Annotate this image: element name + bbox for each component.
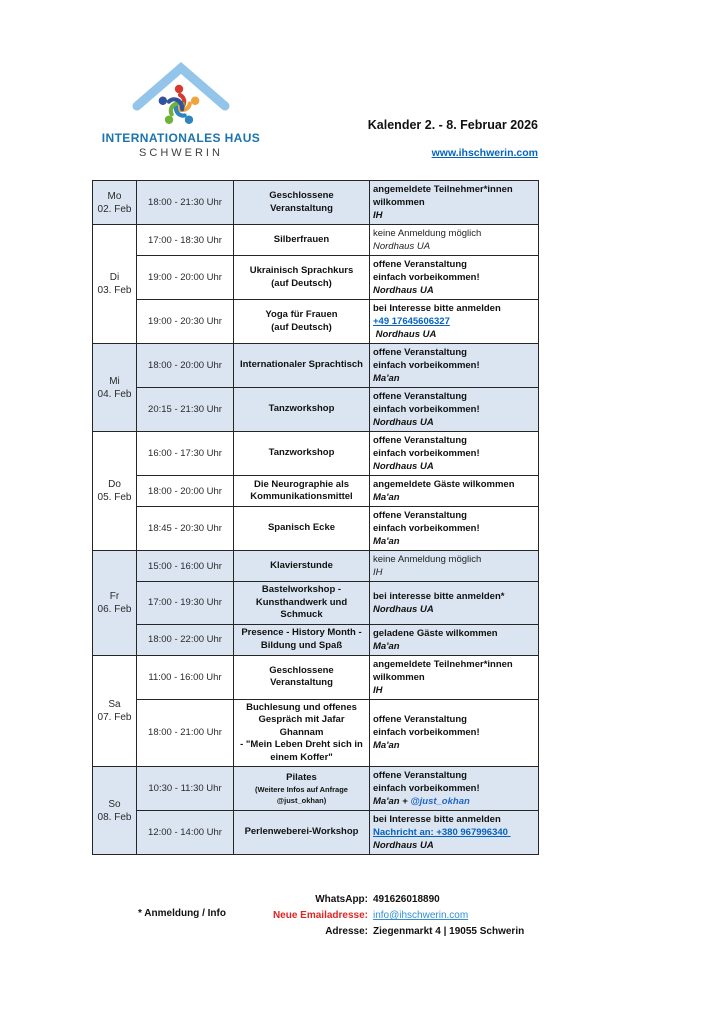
title-block: [368, 118, 538, 161]
event-title-cell: [234, 476, 370, 507]
time-cell: 16:00 - 17:30 Uhr: [137, 432, 234, 476]
info-line: [373, 553, 535, 566]
time-cell: 18:45 - 20:30 Uhr: [137, 507, 234, 551]
event-subtitle-line: (Weitere Infos auf Anfrage: [255, 785, 348, 795]
info-cell: [370, 507, 539, 551]
info-line: [373, 603, 535, 616]
info-line: [373, 684, 535, 697]
event-row: [93, 432, 539, 476]
info-text: Ma'an: [373, 536, 400, 547]
event-row: [93, 256, 539, 300]
event-title-line: Tanzworkshop: [268, 403, 335, 415]
info-text: einfach vorbeikommen!: [373, 448, 480, 459]
logo: [96, 60, 266, 159]
phone-link[interactable]: +49 17645606327: [373, 316, 450, 327]
info-line: [373, 209, 535, 222]
time-cell: 18:00 - 21:00 Uhr: [137, 699, 234, 767]
info-line: [373, 359, 535, 372]
time-cell: 19:00 - 20:00 Uhr: [137, 256, 234, 300]
info-line: [373, 640, 535, 653]
info-text: angemeldete Teilnehmer*innen wilkommen: [373, 658, 516, 683]
info-line: [373, 491, 535, 504]
day-abbrev: Di: [109, 272, 120, 283]
whatsapp-label: WhatsApp:: [315, 894, 368, 905]
time-cell: 17:00 - 19:30 Uhr: [137, 582, 234, 625]
address-value: Ziegenmarkt 4 | 19055 Schwerin: [373, 926, 525, 937]
info-text: offene Veranstaltung: [373, 347, 467, 358]
info-line: [373, 284, 535, 297]
event-title-line: Spanisch Ecke: [267, 522, 336, 534]
info-line: [373, 460, 535, 473]
page-title: Kalender 2. - 8. Februar 2026: [367, 118, 538, 132]
info-cell: [370, 476, 539, 507]
day-date: 07. Feb: [97, 711, 132, 723]
event-title-cell: [234, 432, 370, 476]
event-row: [93, 225, 539, 256]
info-line: [373, 227, 535, 240]
day-abbrev: Mi: [109, 375, 120, 387]
info-text: keine Anmeldung möglich: [373, 554, 482, 565]
info-cell: [370, 225, 539, 256]
time-cell: 18:00 - 20:00 Uhr: [137, 344, 234, 388]
time-cell: 18:00 - 20:00 Uhr: [137, 476, 234, 507]
event-title-cell: [234, 181, 370, 225]
event-title-line: Kunsthandwerk und: [255, 596, 348, 608]
info-text: offene Veranstaltung: [373, 391, 467, 402]
info-line: [373, 434, 535, 447]
event-title-cell: [234, 699, 370, 767]
info-line: [373, 240, 535, 253]
event-title-line: Internationaler Sprachtisch: [239, 359, 363, 371]
event-title-line: Pilates: [286, 771, 317, 783]
event-title-line: Kommunikationsmittel: [250, 491, 353, 502]
info-line: [373, 535, 535, 548]
registration-info-note: * Anmeldung / Info: [138, 908, 226, 919]
info-text: offene Veranstaltung: [373, 770, 467, 781]
calendar-table: [92, 180, 539, 855]
info-text: offene Veranstaltung: [373, 435, 467, 446]
event-title-line: Schmuck: [280, 609, 323, 620]
org-city: SCHWERIN: [139, 147, 223, 159]
time-cell: 17:00 - 18:30 Uhr: [137, 225, 234, 256]
event-title-cell: [234, 300, 370, 344]
event-title-line: Klavierstunde: [270, 559, 333, 571]
info-cell: [370, 811, 539, 855]
day-date: 06. Feb: [97, 603, 132, 615]
info-line: [373, 183, 535, 209]
info-line: [373, 813, 535, 826]
info-line: [373, 839, 535, 852]
info-line: [373, 328, 535, 341]
info-cell: [370, 551, 539, 582]
info-line: [373, 271, 535, 284]
info-cell: [370, 699, 539, 767]
info-line: [373, 390, 535, 403]
day-abbrev: So: [108, 798, 121, 810]
info-text: keine Anmeldung möglich: [373, 228, 482, 239]
info-line: [373, 302, 535, 315]
info-text: angemeldete Teilnehmer*innen wilkommen: [373, 184, 516, 208]
event-title-line: Buchlesung und offenes: [246, 701, 357, 713]
event-title-line: - "Mein Leben Dreht sich in: [240, 739, 363, 750]
info-cell: [370, 767, 539, 811]
event-title-cell: [234, 344, 370, 388]
info-cell: [370, 388, 539, 432]
event-title-cell: [234, 624, 370, 655]
event-row: [93, 181, 539, 225]
event-row: [93, 476, 539, 507]
event-title-line: Geschlossene Veranstaltung: [269, 190, 334, 214]
info-line: [373, 522, 535, 535]
info-cell: [370, 256, 539, 300]
info-line: [373, 782, 535, 795]
time-cell: 18:00 - 21:30 Uhr: [137, 181, 234, 225]
event-row: [93, 699, 539, 767]
info-cell: [370, 624, 539, 655]
day-date: 05. Feb: [97, 492, 132, 503]
event-title-cell: [234, 551, 370, 582]
info-line: [373, 447, 535, 460]
time-cell: 19:00 - 20:30 Uhr: [137, 300, 234, 344]
day-cell: [93, 225, 137, 344]
event-title-cell: [234, 767, 370, 811]
event-row: [93, 388, 539, 432]
day-cell: [93, 181, 137, 225]
info-text: Nordhaus UA: [373, 417, 434, 428]
website-link[interactable]: www.ihschwerin.com: [431, 147, 538, 159]
event-title-line: Bastelworkshop -: [261, 584, 342, 595]
event-subtitle-line: @just_okhan): [276, 795, 327, 805]
instagram-handle-link[interactable]: @just_okhan: [410, 796, 470, 807]
whatsapp-number: 491626018890: [373, 894, 440, 905]
info-line: [373, 566, 535, 579]
time-cell: 10:30 - 11:30 Uhr: [137, 767, 234, 811]
info-line: [373, 658, 535, 684]
org-name: INTERNATIONALES HAUS: [101, 131, 261, 145]
figure-circle: [158, 85, 201, 126]
day-abbrev: Sa: [108, 698, 121, 710]
info-line: [373, 372, 535, 385]
info-text: Nordhaus UA: [373, 285, 434, 296]
info-line: [373, 713, 535, 726]
day-date: 08. Feb: [97, 811, 132, 823]
info-text: Ma'an: [373, 740, 400, 752]
info-cell: [370, 432, 539, 476]
info-text: angemeldete Gäste wilkommen: [373, 479, 515, 490]
day-abbrev: Do: [108, 479, 121, 490]
event-title-line: Tanzworkshop: [268, 447, 335, 459]
day-abbrev: Fr: [109, 590, 120, 602]
event-row: [93, 624, 539, 655]
day-abbrev: Mo: [107, 190, 122, 202]
day-date: 03. Feb: [97, 285, 132, 296]
info-line: [373, 258, 535, 271]
event-title-line: Presence - History Month -: [241, 627, 362, 638]
info-line: [373, 478, 535, 491]
event-title-line: Perlenweberei-Workshop: [244, 826, 359, 838]
time-cell: 12:00 - 14:00 Uhr: [137, 811, 234, 855]
event-row: [93, 655, 539, 699]
info-line: [373, 726, 535, 739]
event-row: [93, 582, 539, 625]
day-cell: [93, 655, 137, 767]
event-row: [93, 551, 539, 582]
info-line: [373, 590, 535, 603]
info-line: [373, 795, 535, 808]
time-cell: 15:00 - 16:00 Uhr: [137, 551, 234, 582]
info-line: [373, 769, 535, 782]
time-cell: 20:15 - 21:30 Uhr: [137, 388, 234, 432]
event-title-line: Geschlossene Veranstaltung: [269, 664, 334, 688]
info-line: [373, 403, 535, 416]
email-link[interactable]: info@ihschwerin.com: [373, 910, 469, 921]
info-line: [373, 315, 535, 328]
info-text: Nordhaus UA: [373, 329, 437, 340]
info-line: [373, 509, 535, 522]
info-text: bei interesse bitte anmelden*: [373, 590, 505, 602]
info-line: [373, 826, 535, 839]
info-line: [373, 346, 535, 359]
day-cell: [93, 344, 137, 432]
info-cell: [370, 344, 539, 388]
event-title-cell: [234, 388, 370, 432]
contact-block: [248, 893, 524, 938]
info-line: [373, 416, 535, 429]
info-text: einfach vorbeikommen!: [373, 523, 480, 534]
info-text: Nordhaus UA: [373, 840, 434, 851]
info-text: Ma'an: [373, 492, 400, 503]
house-with-figures-logo-icon: [129, 60, 233, 130]
info-cell: [370, 582, 539, 625]
info-text: IH: [373, 567, 383, 578]
info-text: Nordhaus UA: [373, 461, 434, 472]
event-title-cell: [234, 655, 370, 699]
day-cell: [93, 551, 137, 656]
event-row: [93, 507, 539, 551]
info-cell: [370, 655, 539, 699]
info-text: bei Interesse bitte anmelden: [373, 303, 501, 314]
info-text: offene Veranstaltung: [373, 714, 467, 726]
event-row: [93, 811, 539, 855]
event-title-line: Bildung und Spaß: [260, 639, 343, 651]
info-cell: [370, 181, 539, 225]
info-line: [373, 739, 535, 752]
info-text: IH: [373, 210, 383, 221]
event-row: [93, 344, 539, 388]
event-title-line: Ukrainisch Sprachkurs: [249, 265, 354, 276]
address-label: Adresse:: [325, 926, 368, 937]
event-title-line: Silberfrauen: [273, 233, 330, 245]
event-title-line: Gespräch mit Jafar Ghannam: [258, 714, 345, 738]
info-text: geladene Gäste wilkommen: [373, 627, 498, 639]
info-text: einfach vorbeikommen!: [373, 783, 480, 794]
info-cell: [370, 300, 539, 344]
info-text: einfach vorbeikommen!: [373, 727, 480, 739]
info-text: Ma'an +: [373, 796, 411, 807]
event-title-cell: [234, 225, 370, 256]
event-title-line: einem Koffer": [270, 751, 333, 763]
info-text: offene Veranstaltung: [373, 259, 467, 270]
event-title-line: Die Neurographie als: [253, 478, 350, 490]
event-title-cell: [234, 507, 370, 551]
new-email-label: Neue Emailadresse:: [272, 910, 368, 921]
time-cell: 11:00 - 16:00 Uhr: [137, 655, 234, 699]
info-text: Nordhaus UA: [373, 603, 434, 615]
event-row: [93, 767, 539, 811]
day-cell: [93, 767, 137, 855]
event-title-line: Yoga für Frauen: [265, 309, 338, 320]
event-title-cell: [234, 811, 370, 855]
day-date: 04. Feb: [97, 388, 132, 400]
event-title-line: (auf Deutsch): [271, 321, 332, 333]
phone-link[interactable]: Nachricht an: +380 967996340: [373, 827, 511, 838]
info-text: offene Veranstaltung: [373, 510, 467, 521]
info-text: Ma'an: [373, 640, 400, 652]
event-row: [93, 300, 539, 344]
day-date: 02. Feb: [97, 203, 132, 215]
event-title-cell: [234, 582, 370, 625]
time-cell: 18:00 - 22:00 Uhr: [137, 624, 234, 655]
info-text: Nordhaus UA: [373, 241, 431, 252]
info-line: [373, 627, 535, 640]
event-title-cell: [234, 256, 370, 300]
info-text: IH: [373, 684, 383, 696]
event-title-line: (auf Deutsch): [271, 277, 332, 289]
info-text: einfach vorbeikommen!: [373, 272, 480, 283]
info-text: bei Interesse bitte anmelden: [373, 814, 501, 825]
info-text: einfach vorbeikommen!: [373, 404, 480, 415]
day-cell: [93, 432, 137, 551]
info-text: Ma'an: [373, 373, 400, 384]
info-text: einfach vorbeikommen!: [373, 360, 480, 371]
